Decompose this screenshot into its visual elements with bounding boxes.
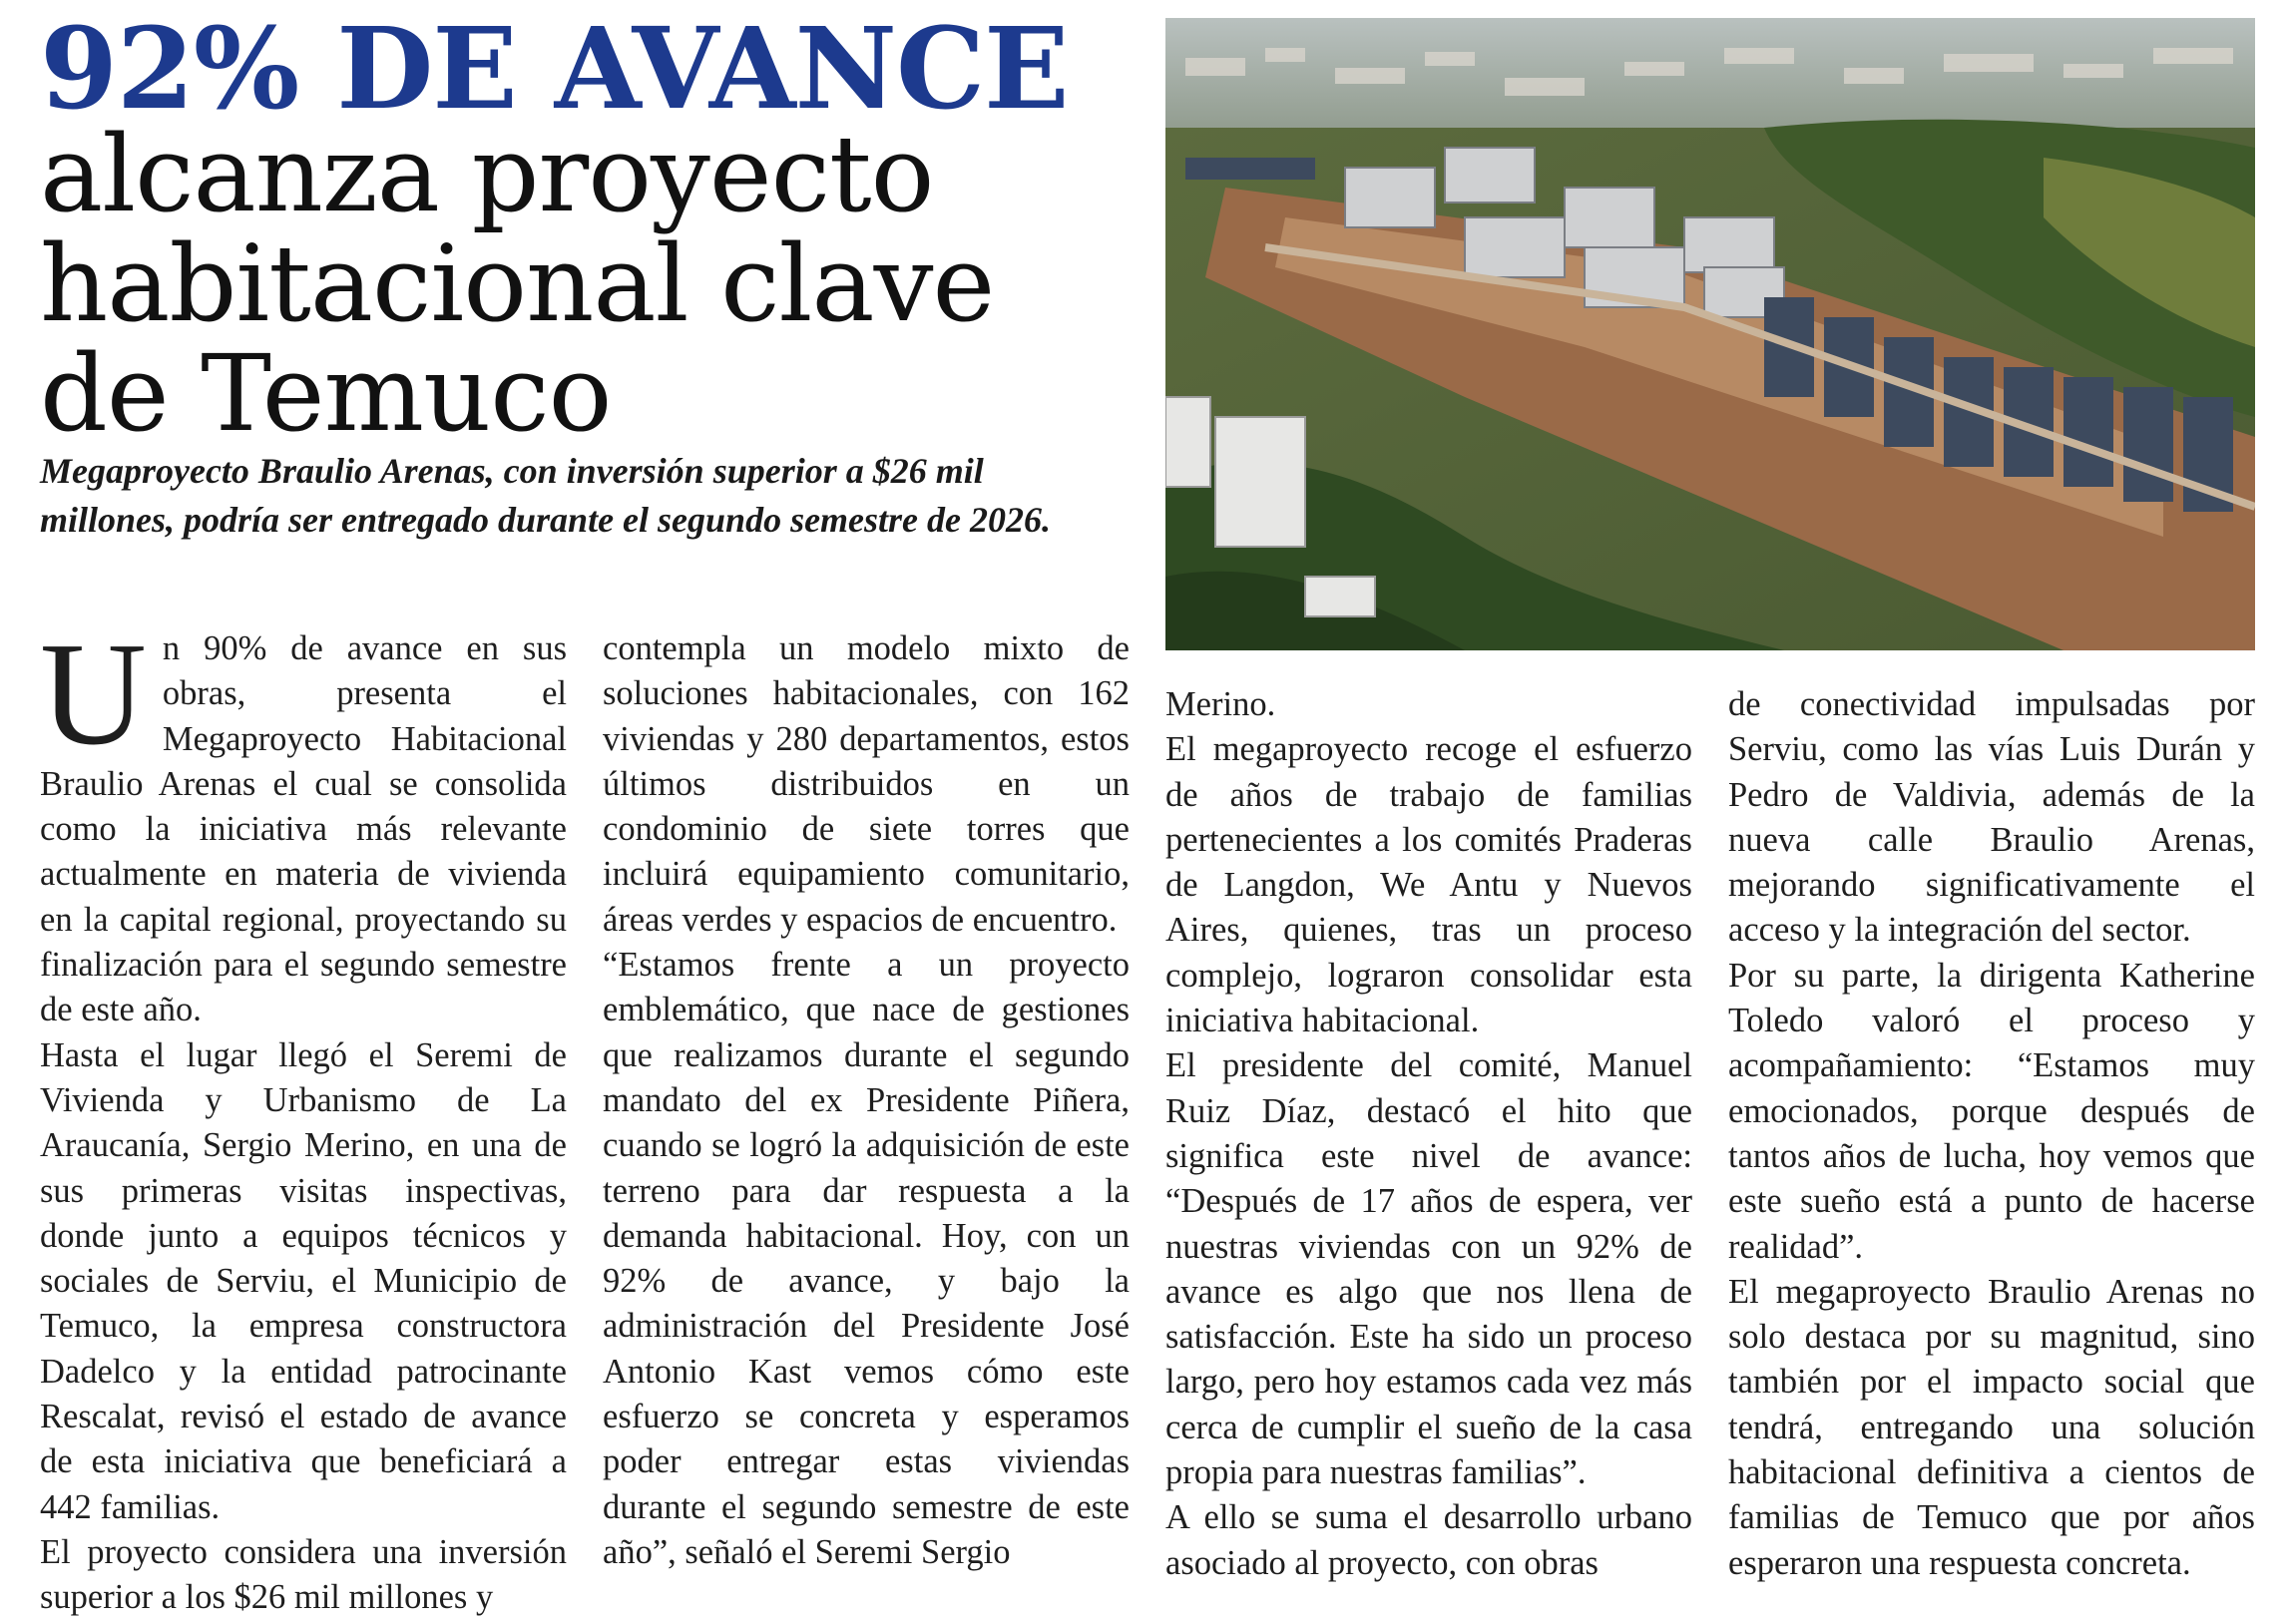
headline-highlight: 92% DE AVANCE (40, 4, 1069, 135)
paragraph: A ello se suma el desarrollo urbano asociado al proyecto, con obras (1165, 1498, 1692, 1582)
headline-line-1: alcanza proyecto (40, 113, 934, 235)
body-column-4 (1728, 682, 2255, 1586)
body-column-1 (40, 612, 567, 1621)
paragraph: contempla un modelo mixto de soluciones habitacionales, con 162 viviendas y 280 departamentos, estos últimos distribuidos en un condominio de siete torres que incluirá equipamiento comunitario, áreas verdes y espacios de encuentro. (603, 629, 1130, 939)
paragraph: Merino. (1165, 685, 1276, 723)
paragraph: de conectividad impulsadas por Serviu, como las vías Luis Durán y Pedro de Valdivia, además de la nueva calle Braulio Arenas, mejorando significativamente el acceso y la integración del sector. (1728, 685, 2255, 950)
body-column-2 (603, 626, 1130, 1575)
body-column-3 (1165, 682, 1692, 1586)
drop-cap: U (40, 612, 147, 776)
paragraph: Por su parte, la dirigenta Katherine Toledo valoró el proceso y acompañamiento: “Estamos muy emocionados, porque después de tantos años de lucha, hoy vemos que este sueño está a punto de hacerse realidad”. (1728, 956, 2255, 1266)
paragraph: “Estamos frente a un proyecto emblemático, que nace de gestiones que realizamos durante el segundo mandato del ex Presidente Piñera, cuando se logró la adquisición de este terreno para dar respuesta a la demanda habitacional. Hoy, con un 92% de avance, y bajo la administración del Presidente José Antonio Kast vemos cómo este esfuerzo se concreta y esperamos poder entregar estas viviendas durante el segundo semestre de este año”, señaló el Seremi Sergio (603, 946, 1130, 1571)
headline (40, 113, 1138, 455)
paragraph: Hasta el lugar llegó el Seremi de Vivienda y Urbanismo de La Araucanía, Sergio Merino, en una de sus primeras visitas inspectivas, donde junto a equipos técnicos y sociales de Serviu, el Municipio de Temuco, la empresa constructora Dadelco y la entidad patrocinante Rescalat, revisó el estado de avance de esta iniciativa que beneficiará a 442 familias. (40, 1035, 567, 1526)
aerial-housing-construction-photo (1165, 18, 2255, 650)
paragraph: El presidente del comité, Manuel Ruiz Díaz, destacó el hito que significa este nivel de avance: “Después de 17 años de espera, ver nuestras viviendas con un 92% de avance es algo que nos llena de satisfacción. Este ha sido un proceso largo, pero hoy estamos cada vez más cerca de cumplir el sueño de la casa propia para nuestras familias”. (1165, 1046, 1692, 1492)
headline-line-2: habitacional clave (40, 222, 995, 345)
paragraph: El proyecto considera una inversión superior a los $26 mil millones y (40, 1532, 567, 1617)
paragraph: El megaproyecto Braulio Arenas no solo destaca por su magnitud, sino también por el impacto social que tendrá, entregando una solución habitacional definitiva a cientos de familias de Temuco que por años esperaron una respuesta concreta. (1728, 1272, 2255, 1582)
headline-line-3: de Temuco (40, 332, 612, 455)
subheadline: Megaproyecto Braulio Arenas, con inversión superior a $26 mil millones, podría ser entregado durante el segundo semestre de 2026. (40, 451, 1052, 540)
paragraph: El megaproyecto recoge el esfuerzo de años de trabajo de familias pertenecientes a los comités Praderas de Langdon, We Antu y Nuevos Aires, quienes, tras un proceso complejo, lograron consolidar esta iniciativa habitacional. (1165, 730, 1692, 1040)
paragraph: Un 90% de avance en sus obras, presenta el Megaproyecto Habitacional Braulio Arenas el cual se consolida como la iniciativa más relevante actualmente en materia de vivienda en la capital regional, proyectando su finalización para el segundo semestre de este año. (40, 612, 567, 1029)
